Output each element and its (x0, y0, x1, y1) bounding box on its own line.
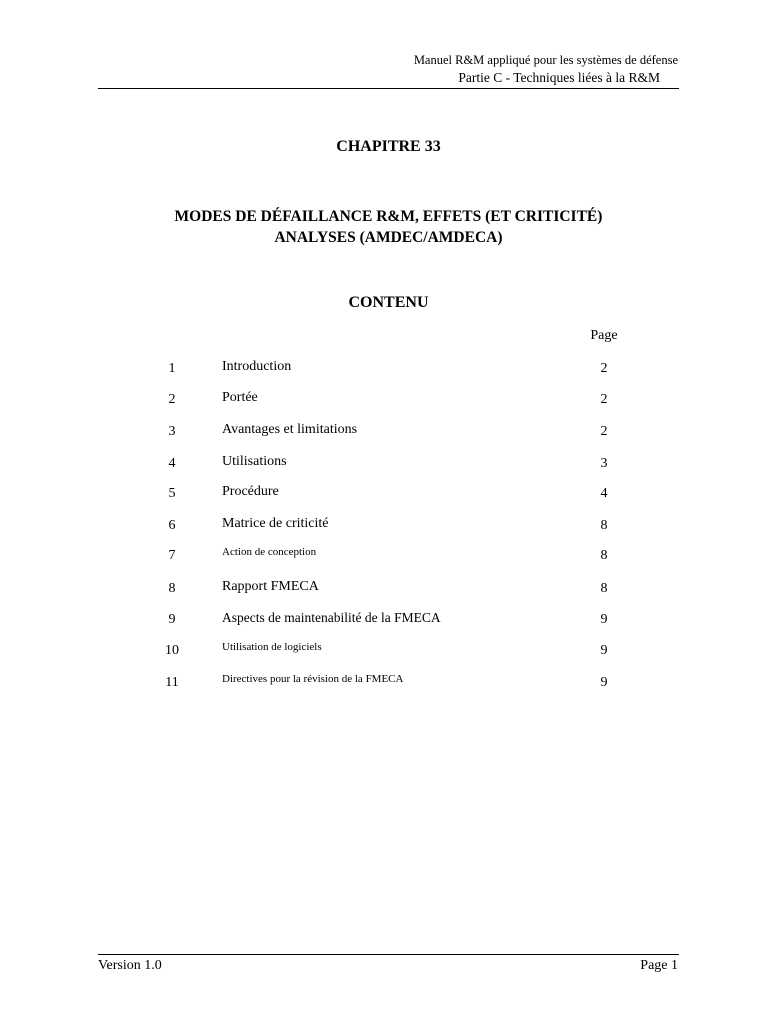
footer-divider (98, 954, 679, 955)
header-manual-title: Manuel R&M appliqué pour les systèmes de défense (413, 53, 678, 67)
footer-version: Version 1.0 (98, 958, 162, 973)
toc-page-number: 8 (600, 548, 608, 563)
toc-row[interactable] (0, 673, 768, 693)
header-divider (98, 88, 679, 89)
toc-number: 3 (168, 424, 176, 439)
toc-row[interactable] (0, 516, 768, 536)
chapter-title-line-2: ANALYSES (AMDEC/AMDECA) (274, 229, 503, 246)
toc-page-number: 2 (600, 361, 608, 376)
toc-number: 5 (168, 486, 176, 501)
toc-label: Avantages et limitations (222, 422, 358, 437)
toc-row[interactable] (0, 484, 768, 504)
toc-number: 2 (168, 392, 176, 407)
toc-number: 6 (168, 518, 176, 533)
running-header (98, 52, 678, 86)
page-column-header: Page (590, 328, 618, 343)
toc-number: 10 (165, 643, 179, 658)
toc-page-number: 4 (600, 486, 608, 501)
toc-label: Utilisation de logiciels (222, 641, 322, 653)
toc-page-number: 3 (600, 456, 608, 471)
toc-number: 7 (168, 548, 176, 563)
toc-row[interactable] (0, 641, 768, 661)
toc-row[interactable] (0, 359, 768, 379)
toc-label: Directives pour la révision de la FMECA (222, 673, 404, 685)
toc-number: 8 (168, 581, 176, 596)
toc-label: Introduction (222, 359, 292, 374)
toc-page-number: 9 (600, 612, 608, 627)
toc-page-number: 8 (600, 518, 608, 533)
toc-label: Action de conception (222, 546, 317, 558)
header-part-title: Partie C - Techniques liées à la R&M (458, 70, 660, 85)
toc-row[interactable] (0, 422, 768, 442)
toc-page-number: 2 (600, 424, 608, 439)
chapter-title (98, 206, 679, 248)
toc-label: Procédure (222, 484, 279, 499)
toc-label: Utilisations (222, 454, 287, 469)
toc-number: 1 (168, 361, 176, 376)
chapter-heading: CHAPITRE 33 (336, 138, 441, 155)
toc-number: 4 (168, 456, 176, 471)
toc-page-number: 2 (600, 392, 608, 407)
toc-row[interactable] (0, 579, 768, 599)
toc-page-number: 8 (600, 581, 608, 596)
toc-row[interactable] (0, 610, 768, 630)
toc-number: 9 (168, 612, 176, 627)
toc-row[interactable] (0, 546, 768, 566)
contents-heading: CONTENU (348, 294, 429, 311)
toc-label: Rapport FMECA (222, 579, 319, 594)
footer-page-number: Page 1 (640, 958, 678, 973)
toc-page-number: 9 (600, 643, 608, 658)
toc-page-number: 9 (600, 675, 608, 690)
chapter-title-line-1: MODES DE DÉFAILLANCE R&M, EFFETS (ET CRITICITÉ) (174, 208, 603, 225)
toc-row[interactable] (0, 390, 768, 410)
toc-row[interactable] (0, 454, 768, 474)
toc-label: Matrice de criticité (222, 516, 329, 531)
toc-label: Portée (222, 390, 258, 405)
toc-label: Aspects de maintenabilité de la FMECA (222, 610, 441, 625)
toc-number: 11 (165, 675, 179, 690)
